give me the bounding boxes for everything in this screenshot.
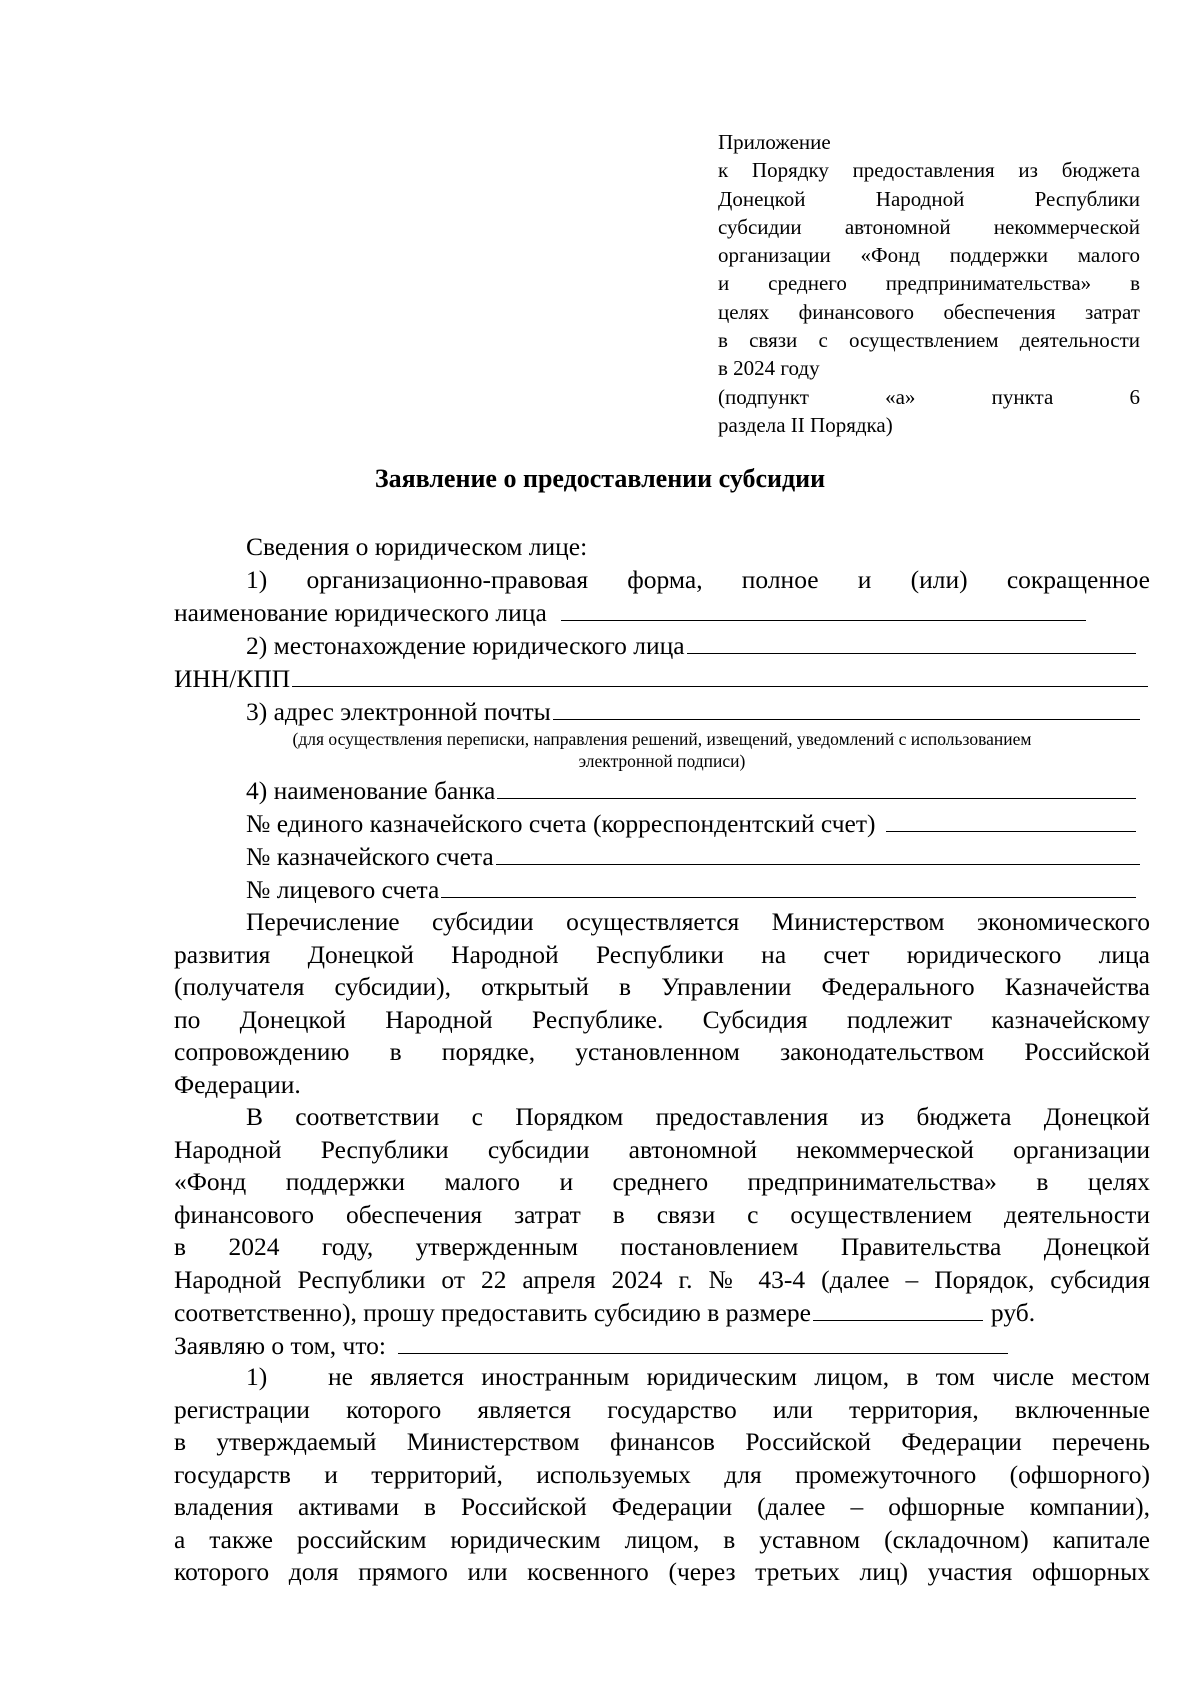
form-item-3: 3) адрес электронной почты — [174, 695, 1150, 728]
appendix-block — [718, 128, 1140, 439]
form-item-2: 2) местонахождение юридического лица — [174, 629, 1150, 662]
appendix-line: и среднего предпринимательства» в — [718, 271, 1140, 296]
appendix-line: раздела II Порядка) — [718, 412, 893, 437]
form-treasury: № казначейского счета — [174, 840, 1150, 873]
paragraph-point-1: 1) не является иностранным юридическим лицом, в том числе местом регистрации которого является государство или территория, включенные в утверждаемый Министерством финансов Российской Федерации перечень государств и территорий, используемых для промежуточного (офшорного) владения активами в Российской Федерации (далее – офшорные компании), а также российским юридическим лицом, в уставном (складочном) капитале которого доля прямого или косвенного (через третьих лиц) участия офшорных — [174, 1362, 1150, 1586]
legal-name-field[interactable] — [561, 596, 1086, 621]
declaration-field[interactable] — [398, 1329, 1008, 1354]
declaration-row: Заявляю о том, что: — [174, 1329, 1150, 1362]
appendix-line: организации «Фонд поддержки малого — [718, 243, 1140, 268]
form-personal: № лицевого счета — [174, 873, 1150, 906]
location-field[interactable] — [687, 629, 1136, 654]
form-item-1: 1) организационно-правовая форма, полное и (или) сокращенное — [246, 565, 1150, 594]
appendix-line: Донецкой Народной Республики — [718, 186, 1140, 211]
form-inn: ИНН/КПП — [174, 662, 1150, 695]
appendix-line: субсидии автономной некоммерческой — [718, 214, 1140, 239]
appendix-line: к Порядку предоставления из бюджета — [718, 158, 1140, 183]
appendix-line: целях финансового обеспечения затрат — [718, 299, 1140, 324]
appendix-line: в связи с осуществлением деятельности — [718, 328, 1140, 353]
email-field[interactable] — [553, 695, 1140, 720]
form-treasury-single: № единого казначейского счета (корреспондентский счет) — [174, 807, 1150, 840]
application-body — [174, 530, 1150, 1589]
subsidy-amount-field[interactable] — [813, 1296, 983, 1321]
personal-account-field[interactable] — [441, 873, 1136, 898]
paragraph-request: В соответствии с Порядком предоставления из бюджета Донецкой Народной Республики субсидии автономной некоммерческой организации «Фонд поддержки малого и среднего предпринимательства» в целях финансового обеспечения затрат в связи с осуществлением деятельности в 2024 году, утвержденным постановлением Правительства Донецкой Народной Республики от 22 апреля 2024 г. № 43-4 (далее – Порядок, субсидия — [174, 1102, 1150, 1294]
inn-kpp-field[interactable] — [292, 662, 1148, 687]
treasury-single-account-field[interactable] — [886, 807, 1137, 832]
paragraph-transfer: Перечисление субсидии осуществляется Министерством экономического развития Донецкой Народной Республики на счет юридического лица (получателя субсидии), открытый в Управлении Федерального Казначейства по Донецкой Народной Республике. Субсидия подлежит казначейскому сопровождению в порядке, установленном законодательством Российской Федерации. — [174, 907, 1150, 1099]
document-title: Заявление о предоставлении субсидии — [374, 464, 826, 493]
appendix-line: (подпункт «а» пункта 6 — [718, 384, 1140, 409]
form-item-1-field: наименование юридического лица — [174, 596, 1150, 629]
form-item-4: 4) наименование банка — [174, 774, 1150, 807]
email-note: (для осуществления переписки, направления решений, извещений, уведомлений с использованием электронной подписи) — [292, 729, 1032, 771]
appendix-line: Приложение — [718, 130, 831, 154]
form-intro: Сведения о юридическом лице: — [246, 532, 588, 561]
subsidy-amount-row: соответственно), прошу предоставить субсидию в размере руб. — [174, 1298, 1036, 1327]
bank-name-field[interactable] — [497, 774, 1136, 799]
treasury-account-field[interactable] — [496, 840, 1140, 865]
appendix-line: в 2024 году — [718, 356, 820, 381]
point-number: 1) — [246, 1362, 268, 1391]
